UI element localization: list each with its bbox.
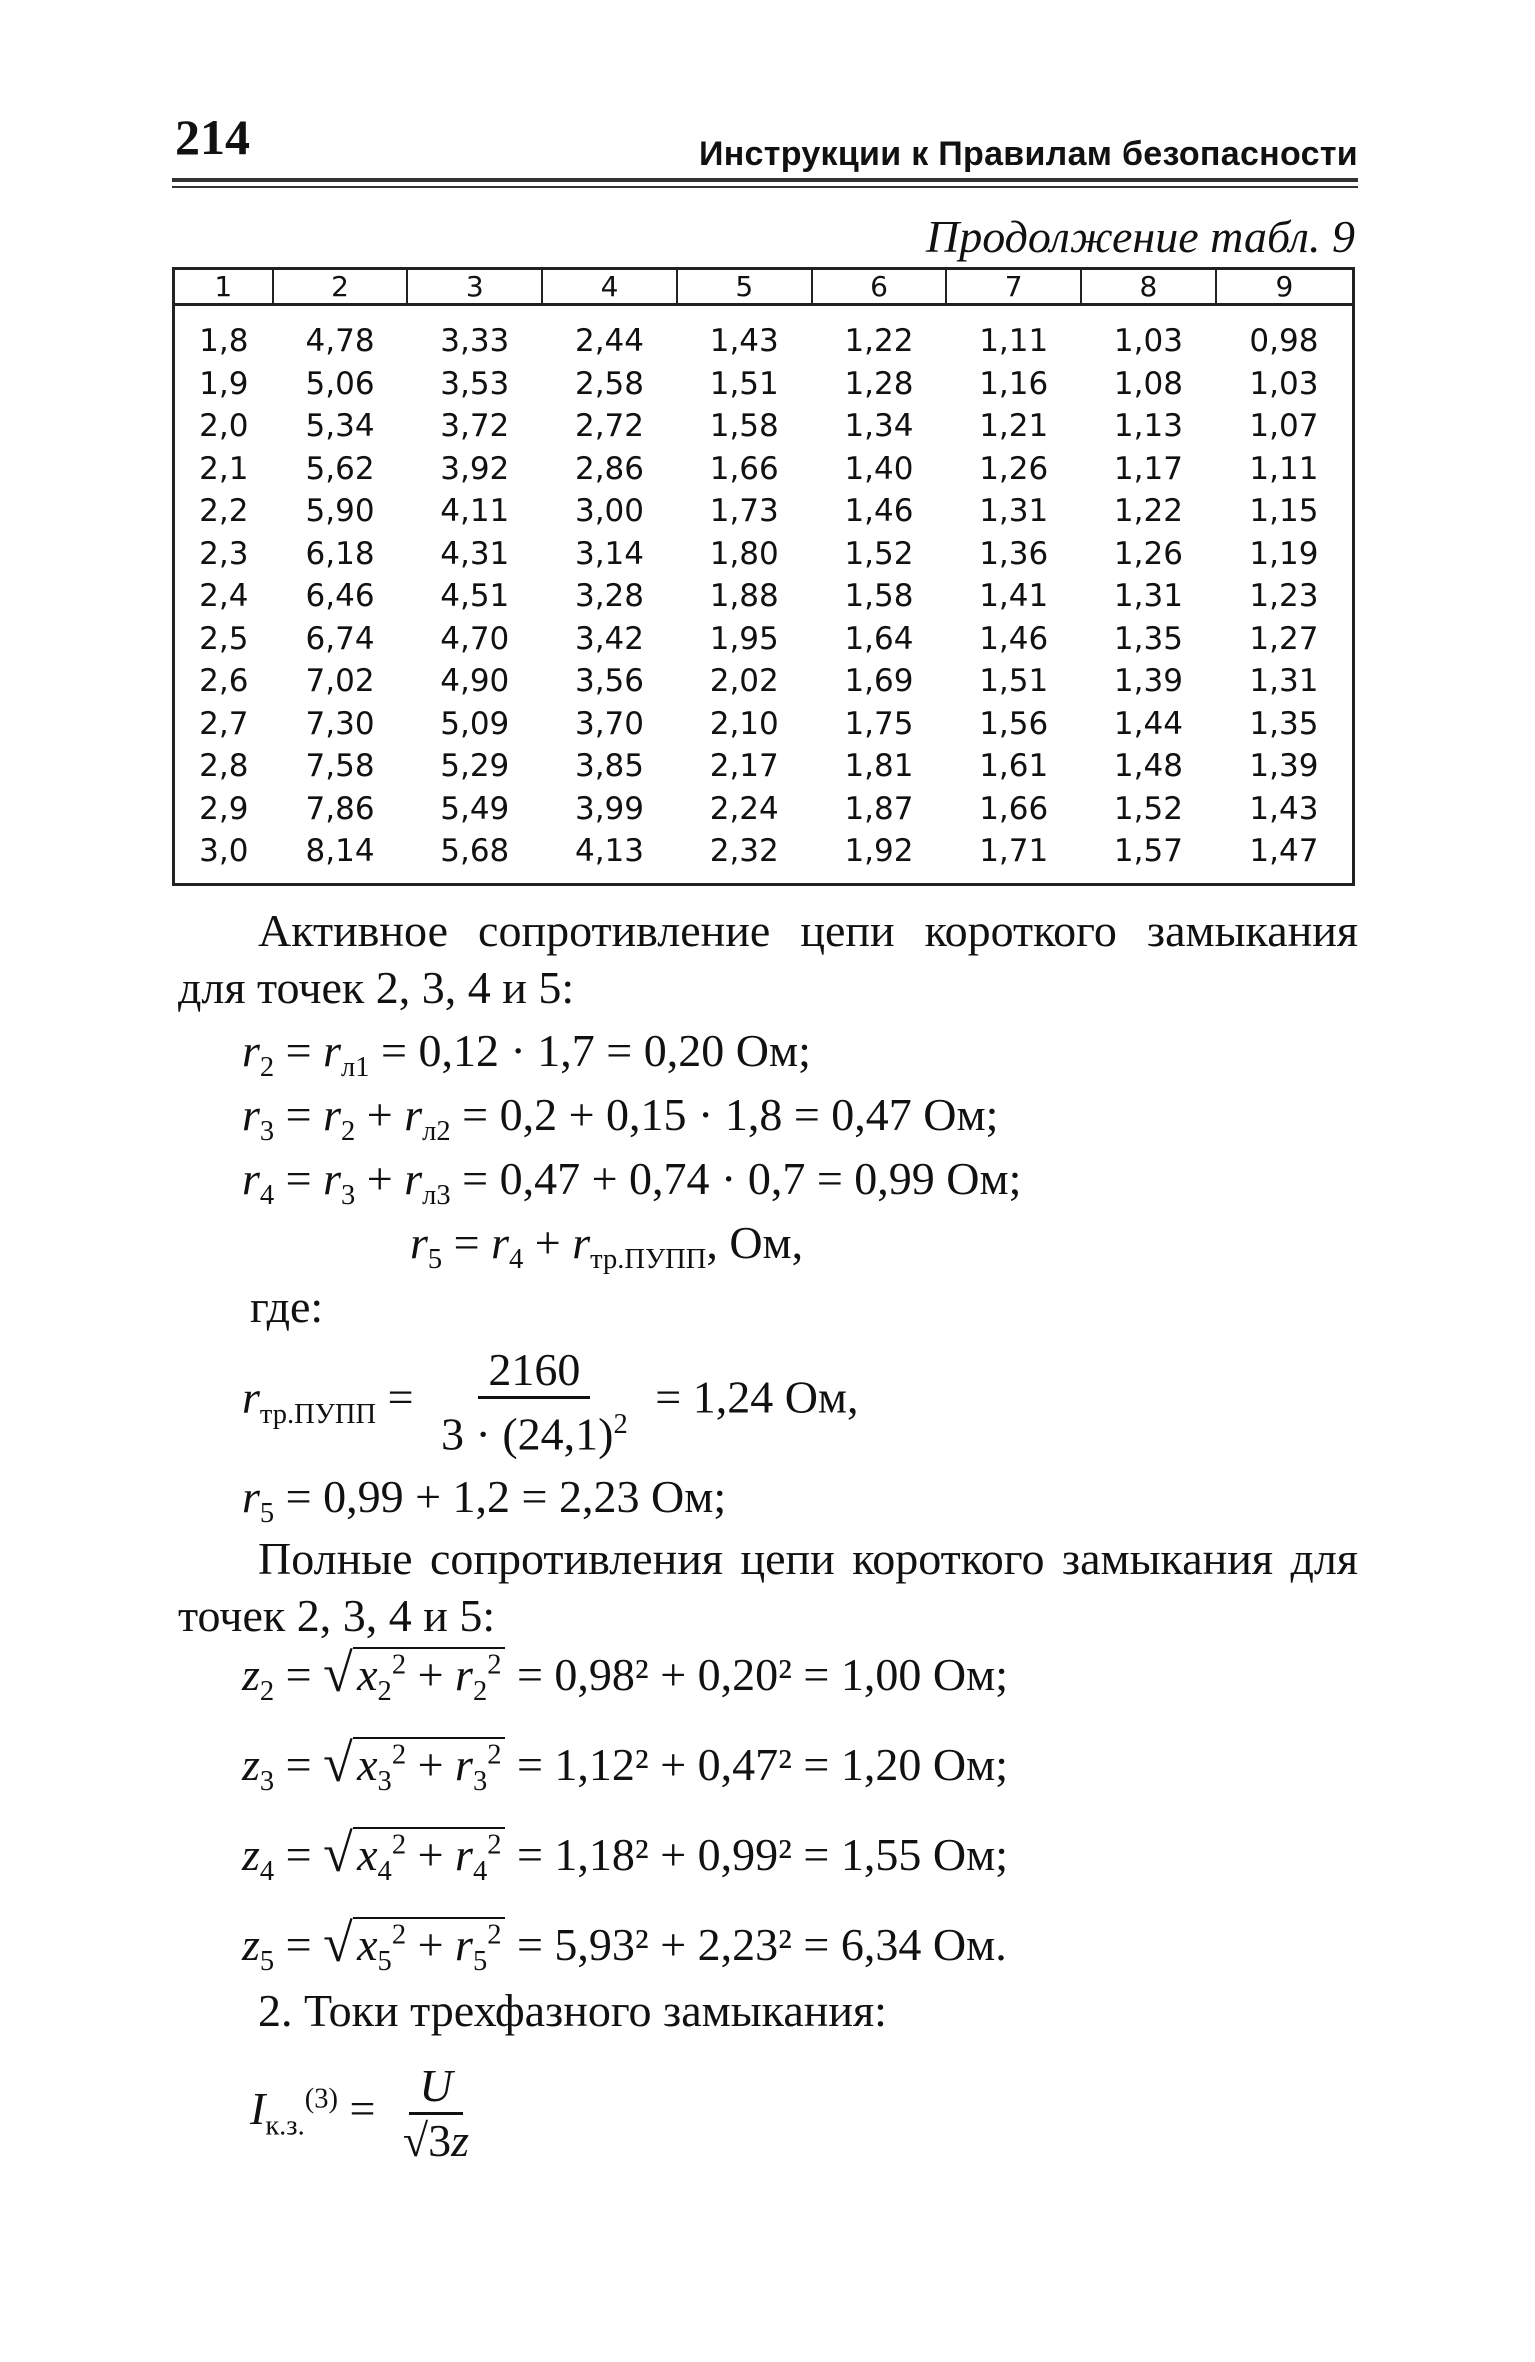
table-cell: 5,29 xyxy=(440,748,510,785)
table-cell: 1,15 xyxy=(1249,493,1319,530)
table-cell: 2,1 xyxy=(199,450,249,487)
table-cell: 2,4 xyxy=(199,578,249,615)
table-cell: 1,88 xyxy=(709,578,779,615)
fraction-denominator: $3 \cdot (24,1)^2$ xyxy=(441,1408,628,1460)
table-cell: 1,03 xyxy=(1249,365,1319,402)
table-cell: 1,71 xyxy=(979,833,1049,870)
equation-text: = 0,12 · 1,7 = 0,20 Ом; xyxy=(369,1025,811,1076)
table-cell: 1,17 xyxy=(1113,450,1183,487)
column-header-1: 1 xyxy=(174,269,273,305)
table-row xyxy=(174,745,1354,788)
table-cell: 2,24 xyxy=(709,790,779,827)
table-cell: 7,86 xyxy=(305,790,375,827)
table-cell: 1,41 xyxy=(979,578,1049,615)
table-cell: 3,99 xyxy=(574,790,645,827)
column-header-8: 8 xyxy=(1081,269,1216,305)
table-cell: 1,51 xyxy=(709,365,779,402)
table-cell: 1,27 xyxy=(1249,620,1319,657)
table-cell: 1,9 xyxy=(199,365,249,402)
table-cell: 1,43 xyxy=(1249,790,1319,827)
table-cell: 1,31 xyxy=(1113,578,1183,615)
table-cell: 4,51 xyxy=(440,578,510,615)
table-cell: 1,52 xyxy=(1113,790,1183,827)
table-cell: 2,3 xyxy=(199,535,249,572)
table-cell: 1,66 xyxy=(709,450,779,487)
table-cell: 1,22 xyxy=(1113,493,1183,530)
table-cell: 1,31 xyxy=(979,493,1049,530)
table-cell: 6,18 xyxy=(305,535,375,572)
table-cell: 3,56 xyxy=(574,663,645,700)
table-row xyxy=(174,533,1354,576)
equation-current: $I_{к.з.}^{(3)}$ = $\frac{U}{√3z}$ xyxy=(250,2060,485,2167)
table-cell: 3,85 xyxy=(574,748,645,785)
data-table xyxy=(172,267,1355,886)
table-cell: 1,11 xyxy=(979,323,1049,360)
table-cell: 1,58 xyxy=(844,578,914,615)
paragraph-text: Активное сопротивление цепи короткого замыкания для точек 2, 3, 4 и 5: xyxy=(178,905,1358,1013)
table-row xyxy=(174,490,1354,533)
table-cell: 1,23 xyxy=(1249,578,1319,615)
table-cell: 5,68 xyxy=(440,833,510,870)
table-cell: 3,28 xyxy=(574,578,645,615)
table-cell: 3,72 xyxy=(440,408,510,445)
table-cell: 4,70 xyxy=(440,620,510,657)
table-cell: 1,57 xyxy=(1113,833,1183,870)
table-row xyxy=(174,405,1354,448)
column-header-5: 5 xyxy=(677,269,812,305)
sqrt-symbol: √ $x_2^2 + r_2^2$ xyxy=(327,1648,505,1708)
table-cell: 1,11 xyxy=(1249,450,1319,487)
fraction-numerator: 2160 xyxy=(478,1344,590,1399)
table-cell: 1,43 xyxy=(709,323,779,360)
sqrt-symbol: √ $x_3^2 + r_3^2$ xyxy=(327,1738,505,1798)
table-cell: 1,35 xyxy=(1113,620,1183,657)
table-row xyxy=(174,788,1354,831)
equation-z2: $z_2$ = √ $x_2^2 + r_2^2 = 0,98^2 + 0,20^2 = 1,00$ Ом; xyxy=(242,1648,1008,1708)
table-caption: Продолжение табл. 9 xyxy=(926,211,1355,262)
where-label: где: xyxy=(250,1281,324,1332)
table-cell: 6,74 xyxy=(305,620,375,657)
table-body xyxy=(174,305,1354,885)
table-cell: 1,26 xyxy=(979,450,1049,487)
table-cell: 1,52 xyxy=(844,535,914,572)
column-header-9: 9 xyxy=(1216,269,1354,305)
table-cell: 7,58 xyxy=(305,748,375,785)
equation-text: = 0,99 + 1,2 = 2,23 Ом; xyxy=(274,1471,727,1522)
table-row xyxy=(174,830,1354,884)
table-cell: 2,6 xyxy=(199,663,249,700)
running-title: Инструкции к Правилам безопасности xyxy=(698,135,1358,173)
table-header-row xyxy=(174,269,1354,305)
equation-text: , Ом, xyxy=(706,1217,804,1268)
table-cell: 1,81 xyxy=(844,748,914,785)
table-cell: 1,8 xyxy=(199,323,249,360)
table-cell: 4,13 xyxy=(574,833,645,870)
sqrt-symbol: √ $x_4^2 + r_4^2$ xyxy=(327,1828,505,1888)
equation-text: = 1,12² + 0,47² = 1,20 Ом; xyxy=(505,1739,1008,1790)
table-cell: 1,69 xyxy=(844,663,914,700)
table-cell: 1,21 xyxy=(979,408,1049,445)
table-cell: 1,36 xyxy=(979,535,1049,572)
equation-r2: $r_2 = r_{л1} = 0,12 \cdot 1,7 = 0,20$ Ом; xyxy=(242,1025,811,1084)
table-row xyxy=(174,618,1354,661)
table-cell: 2,44 xyxy=(574,323,645,360)
table-cell: 1,92 xyxy=(844,833,914,870)
table-row xyxy=(174,363,1354,406)
sqrt-symbol: √ $x_5^2 + r_5^2$ xyxy=(327,1918,505,1978)
table-cell: 1,22 xyxy=(844,323,914,360)
equation-text: = 1,24 Ом, xyxy=(643,1371,859,1423)
header-rule-thin xyxy=(172,186,1358,188)
table-cell: 2,58 xyxy=(574,365,645,402)
column-header-4: 4 xyxy=(542,269,677,305)
table-cell: 5,49 xyxy=(440,790,510,827)
table-cell: 1,75 xyxy=(844,705,914,742)
table-cell: 5,34 xyxy=(305,408,375,445)
table-cell: 1,03 xyxy=(1113,323,1183,360)
table-cell: 2,8 xyxy=(199,748,249,785)
equation-z3: $z_3$ = √ $x_3^2 + r_3^2 = 1,12^2 + 0,47^2 = 1,20$ Ом; xyxy=(242,1738,1008,1798)
table-cell: 2,32 xyxy=(709,833,779,870)
table-cell: 3,33 xyxy=(440,323,510,360)
table-cell: 2,0 xyxy=(199,408,249,445)
table-row xyxy=(174,305,1354,363)
table-cell: 1,26 xyxy=(1113,535,1183,572)
table-cell: 4,78 xyxy=(305,323,375,360)
table-cell: 3,42 xyxy=(574,620,645,657)
table-cell: 2,2 xyxy=(199,493,249,530)
equation-text: = 0,47 + 0,74 · 0,7 = 0,99 Ом; xyxy=(450,1153,1022,1204)
table-cell: 1,40 xyxy=(844,450,914,487)
table-cell: 4,90 xyxy=(440,663,510,700)
table-cell: 1,58 xyxy=(709,408,779,445)
table-cell: 2,9 xyxy=(199,790,249,827)
table-cell: 3,14 xyxy=(574,535,645,572)
table-row xyxy=(174,448,1354,491)
table-cell: 3,92 xyxy=(440,450,510,487)
table-cell: 6,46 xyxy=(305,578,375,615)
equation-r4: $r_4 = r_3 + r_{л3} = 0,47 + 0,74 \cdot 0,7 = 0,99$ Ом; xyxy=(242,1153,1022,1212)
table-cell: 2,7 xyxy=(199,705,249,742)
column-header-2: 2 xyxy=(273,269,408,305)
paragraph-full-resistance xyxy=(178,1530,1358,1644)
table-row xyxy=(174,575,1354,618)
table-cell: 3,70 xyxy=(574,705,645,742)
table-cell: 1,47 xyxy=(1249,833,1319,870)
table-cell: 5,90 xyxy=(305,493,375,530)
table-cell: 7,02 xyxy=(305,663,375,700)
table-cell: 1,16 xyxy=(979,365,1049,402)
table-cell: 0,98 xyxy=(1249,323,1319,360)
table-cell: 1,66 xyxy=(979,790,1049,827)
table-cell: 1,39 xyxy=(1249,748,1319,785)
table-cell: 1,46 xyxy=(979,620,1049,657)
table-cell: 2,17 xyxy=(709,748,779,785)
equation-text: = 1,18² + 0,99² = 1,55 Ом; xyxy=(505,1829,1008,1880)
column-header-3: 3 xyxy=(407,269,542,305)
table-cell: 3,53 xyxy=(440,365,510,402)
table-cell: 7,30 xyxy=(305,705,375,742)
equation-r-transformer: $r_{тр.ПУПП}$ = $\frac{2160}{3 \cdot (24,1)^2}$ = 1,24 Ом, xyxy=(242,1344,859,1460)
equation-r3: $r_3 = r_2 + r_{л2} = 0,2 + 0,15 \cdot 1,8 = 0,47$ Ом; xyxy=(242,1089,999,1148)
table-cell: 1,39 xyxy=(1113,663,1183,700)
table-row xyxy=(174,703,1354,746)
equation-text: = 0,98² + 0,20² = 1,00 Ом; xyxy=(505,1649,1008,1700)
table-cell: 1,44 xyxy=(1113,705,1183,742)
table-cell: 5,06 xyxy=(305,365,375,402)
table-cell: 5,62 xyxy=(305,450,375,487)
table-cell: 1,07 xyxy=(1249,408,1319,445)
equation-text: = 0,2 + 0,15 · 1,8 = 0,47 Ом; xyxy=(450,1089,999,1140)
table-cell: 1,64 xyxy=(844,620,914,657)
fraction-denominator: √3z xyxy=(402,2115,470,2166)
table-cell: 1,13 xyxy=(1113,408,1183,445)
table-cell: 1,35 xyxy=(1249,705,1319,742)
table-cell: 2,10 xyxy=(709,705,779,742)
paragraph-text: Полные сопротивления цепи короткого замыкания для точек 2, 3, 4 и 5: xyxy=(178,1533,1358,1641)
table-cell: 1,28 xyxy=(844,365,914,402)
table-cell: 4,31 xyxy=(440,535,510,572)
fraction-numerator: U xyxy=(409,2060,462,2115)
equation-z4: $z_4$ = √ $x_4^2 + r_4^2 = 1,18^2 + 0,99^2 = 1,55$ Ом; xyxy=(242,1828,1008,1888)
table-cell: 1,08 xyxy=(1113,365,1183,402)
table-cell: 4,11 xyxy=(440,493,510,530)
equation-z5: $z_5$ = √ $x_5^2 + r_5^2 = 5,93^2 + 2,23^2 = 6,34$ Ом. xyxy=(242,1918,1007,1978)
table-cell: 3,00 xyxy=(574,493,645,530)
fraction xyxy=(393,2060,479,2167)
table-cell: 1,73 xyxy=(709,493,779,530)
table-cell: 1,87 xyxy=(844,790,914,827)
paragraph-active-resistance xyxy=(178,902,1358,1016)
table-cell: 1,61 xyxy=(979,748,1049,785)
header-rule xyxy=(172,178,1358,182)
page-number: 214 xyxy=(175,109,250,165)
table-cell: 2,86 xyxy=(574,450,645,487)
table-cell: 5,09 xyxy=(440,705,510,742)
table-cell: 1,80 xyxy=(709,535,779,572)
table-cell: 2,5 xyxy=(199,620,249,657)
table-cell: 1,34 xyxy=(844,408,914,445)
table-cell: 1,51 xyxy=(979,663,1049,700)
item-2-heading: 2. Токи трехфазного замыкания: xyxy=(258,1985,887,2036)
column-header-7: 7 xyxy=(946,269,1081,305)
denominator-text: 3 · (24,1) xyxy=(441,1408,614,1460)
table-cell: 2,02 xyxy=(709,663,779,700)
table-cell: 1,31 xyxy=(1249,663,1319,700)
table-cell: 3,0 xyxy=(199,833,249,870)
equation-text: = 5,93² + 2,23² = 6,34 Ом. xyxy=(505,1919,1007,1970)
table-cell: 1,95 xyxy=(709,620,779,657)
column-header-6: 6 xyxy=(812,269,947,305)
table-cell: 1,19 xyxy=(1249,535,1319,572)
fraction xyxy=(431,1344,638,1460)
equation-r5-value: $r_5 = 0,99 + 1,2 = 2,23$ Ом; xyxy=(242,1471,727,1530)
table-cell: 1,46 xyxy=(844,493,914,530)
equation-r5: $r_5 = r_4 + r_{тр.ПУПП}$, Ом, xyxy=(410,1217,804,1276)
table-cell: 1,48 xyxy=(1113,748,1183,785)
table-cell: 1,56 xyxy=(979,705,1049,742)
table-cell: 8,14 xyxy=(305,833,375,870)
table-cell: 2,72 xyxy=(574,408,645,445)
table-row xyxy=(174,660,1354,703)
